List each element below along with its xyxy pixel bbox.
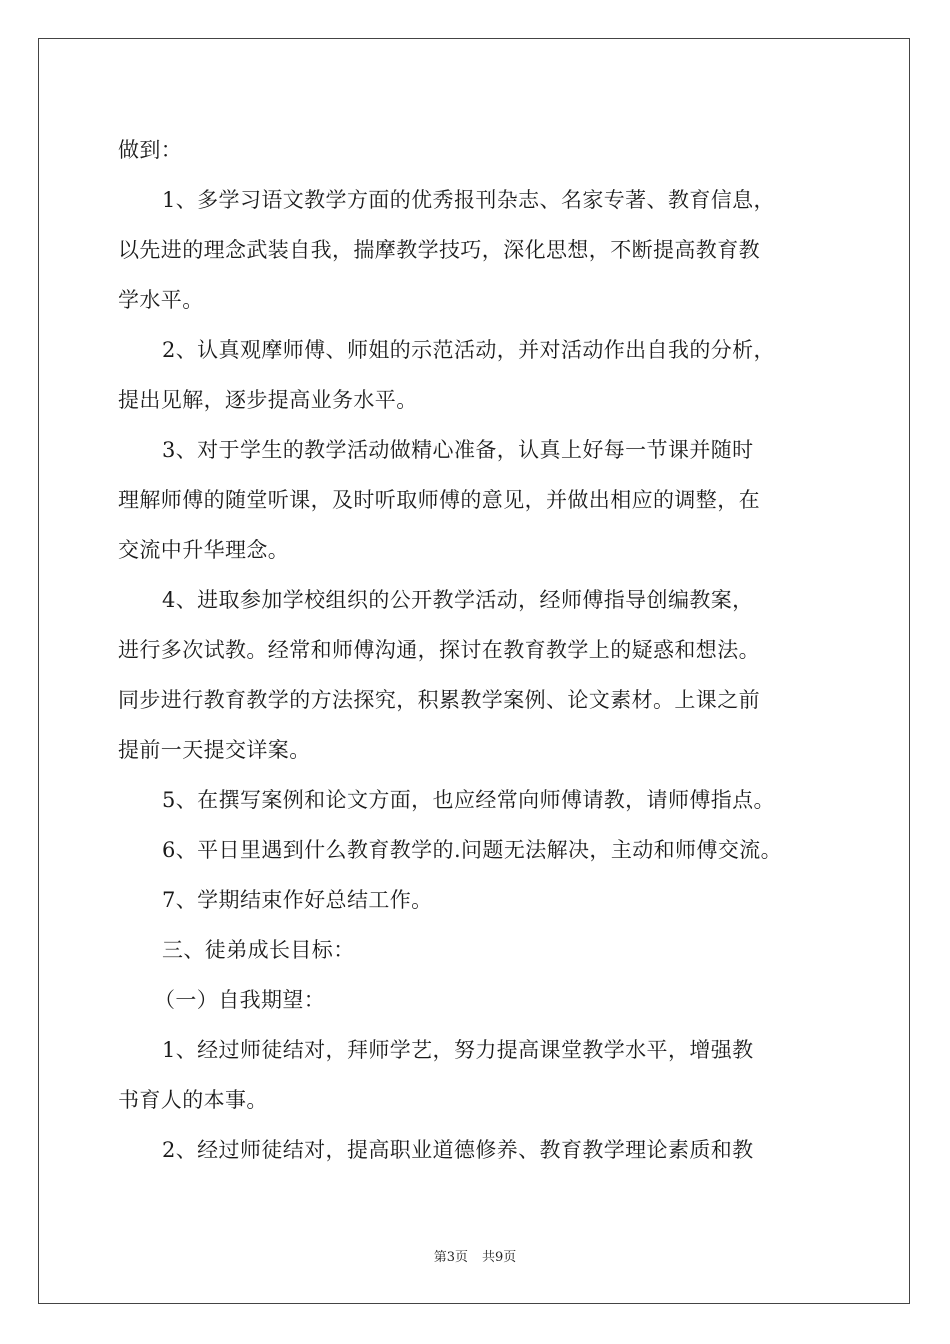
text-line: 6、平日里遇到什么教育教学的.问题无法解决，主动和师傅交流。: [162, 838, 783, 862]
document-body: [118, 131, 834, 1181]
text-line: 进行多次试教。经常和师傅沟通，探讨在教育教学上的疑惑和想法。: [118, 638, 760, 662]
text-line: 学水平。: [118, 288, 204, 312]
text-line: 1、经过师徒结对，拜师学艺，努力提高课堂教学水平，增强教: [162, 1038, 754, 1062]
page-footer: [0, 1246, 950, 1265]
page-number: 第3页: [433, 1250, 468, 1265]
text-line: 书育人的本事。: [118, 1088, 268, 1112]
page-total: 共9页: [482, 1250, 517, 1265]
text-line: 做到：: [118, 138, 183, 162]
text-line: 1、多学习语文教学方面的优秀报刊杂志、名家专著、教育信息，: [162, 188, 775, 212]
text-line: 提出见解，逐步提高业务水平。: [118, 388, 418, 412]
subsection-heading: （一）自我期望：: [154, 988, 326, 1012]
text-line: 4、进取参加学校组织的公开教学活动，经师傅指导创编教案，: [162, 588, 754, 612]
text-line: 7、学期结束作好总结工作。: [162, 888, 433, 912]
text-line: 3、对于学生的教学活动做精心准备，认真上好每一节课并随时: [162, 438, 754, 462]
text-line: 同步进行教育教学的方法探究，积累教学案例、论文素材。上课之前: [118, 688, 760, 712]
text-line: 5、在撰写案例和论文方面，也应经常向师傅请教，请师傅指点。: [162, 788, 775, 812]
section-heading: 三、徒弟成长目标：: [162, 938, 355, 962]
text-line: 以先进的理念武装自我，揣摩教学技巧，深化思想，不断提高教育教: [118, 238, 760, 262]
text-line: 交流中升华理念。: [118, 538, 290, 562]
text-line: 提前一天提交详案。: [118, 738, 311, 762]
text-line: 2、认真观摩师傅、师姐的示范活动，并对活动作出自我的分析，: [162, 338, 775, 362]
text-line: 理解师傅的随堂听课，及时听取师傅的意见，并做出相应的调整，在: [118, 488, 760, 512]
text-line: 2、经过师徒结对，提高职业道德修养、教育教学理论素质和教: [162, 1138, 754, 1162]
